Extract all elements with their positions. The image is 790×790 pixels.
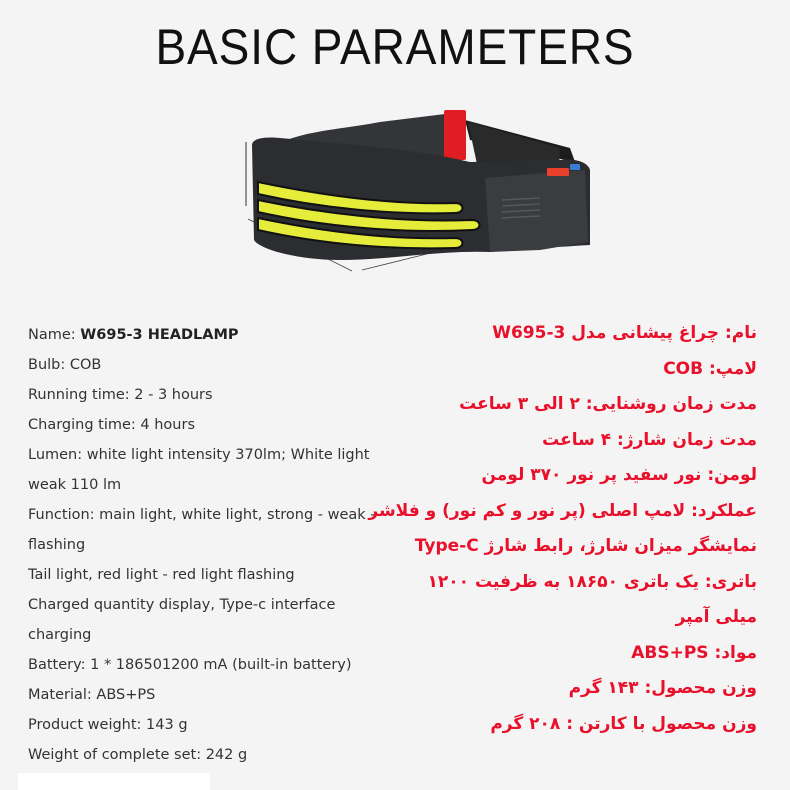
spec-line: weak 110 lm xyxy=(28,477,122,493)
spec-line: charging xyxy=(28,627,92,643)
persian-spec-list xyxy=(368,316,757,742)
fa-spec-line: وزن محصول: ۱۴۳ گرم xyxy=(568,678,757,698)
spec-line: Running time: 2 - 3 hours xyxy=(28,387,213,403)
fa-spec-line: وزن محصول با کارتن : ۲۰۸ گرم xyxy=(490,713,757,734)
fa-spec-line: نام: چراغ پیشانی مدل W695-3 xyxy=(492,323,757,343)
fa-spec-line: لومن: نور سفید پر نور ۳۷۰ لومن xyxy=(481,465,757,485)
fa-spec-line: لامپ: COB xyxy=(663,358,757,379)
spec-line: Bulb: COB xyxy=(28,357,102,373)
spec-line: Charging time: 4 hours xyxy=(28,417,195,433)
spec-label: Name: xyxy=(28,327,81,343)
fa-spec-line: مدت زمان روشنایی: ۲ الی ۳ ساعت xyxy=(459,394,757,414)
spec-line: Weight of complete set: 242 g xyxy=(28,747,248,763)
fa-spec-line: مواد: ABS+PS xyxy=(631,642,757,663)
spec-name xyxy=(28,320,398,350)
english-spec-list xyxy=(28,320,398,770)
page-title: BASIC PARAMETERS xyxy=(155,19,635,75)
spec-line: Product weight: 143 g xyxy=(28,717,188,733)
headlamp-product-image xyxy=(240,100,620,280)
spec-line: Material: ABS+PS xyxy=(28,687,156,703)
fa-spec-line: باتری: یک باتری ۱۸۶۵۰ به ظرفیت ۱۲۰۰ xyxy=(427,571,757,592)
spec-line: Tail light, red light - red light flashing xyxy=(28,567,295,583)
spec-value: W695-3 HEADLAMP xyxy=(80,327,239,343)
fa-spec-line: میلی آمپر xyxy=(675,607,757,627)
fa-spec-line: مدت زمان شارژ: ۴ ساعت xyxy=(542,429,757,450)
spec-line: Charged quantity display, Type-c interface xyxy=(28,597,336,613)
spec-line: Battery: 1 * 186501200 mA (built-in battery) xyxy=(28,657,352,673)
fa-spec-line: نمایشگر میزان شارژ، رابط شارژ Type-C xyxy=(414,536,757,556)
spec-line: flashing xyxy=(28,537,86,553)
white-patch xyxy=(18,773,210,790)
spec-line: Function: main light, white light, strong - weak - xyxy=(28,507,376,523)
fa-spec-line: عملکرد: لامپ اصلی (پر نور و کم نور) و فلاشر xyxy=(368,500,757,521)
spec-line: Lumen: white light intensity 370lm; White light xyxy=(28,447,370,463)
headlamp-icon xyxy=(240,100,620,280)
